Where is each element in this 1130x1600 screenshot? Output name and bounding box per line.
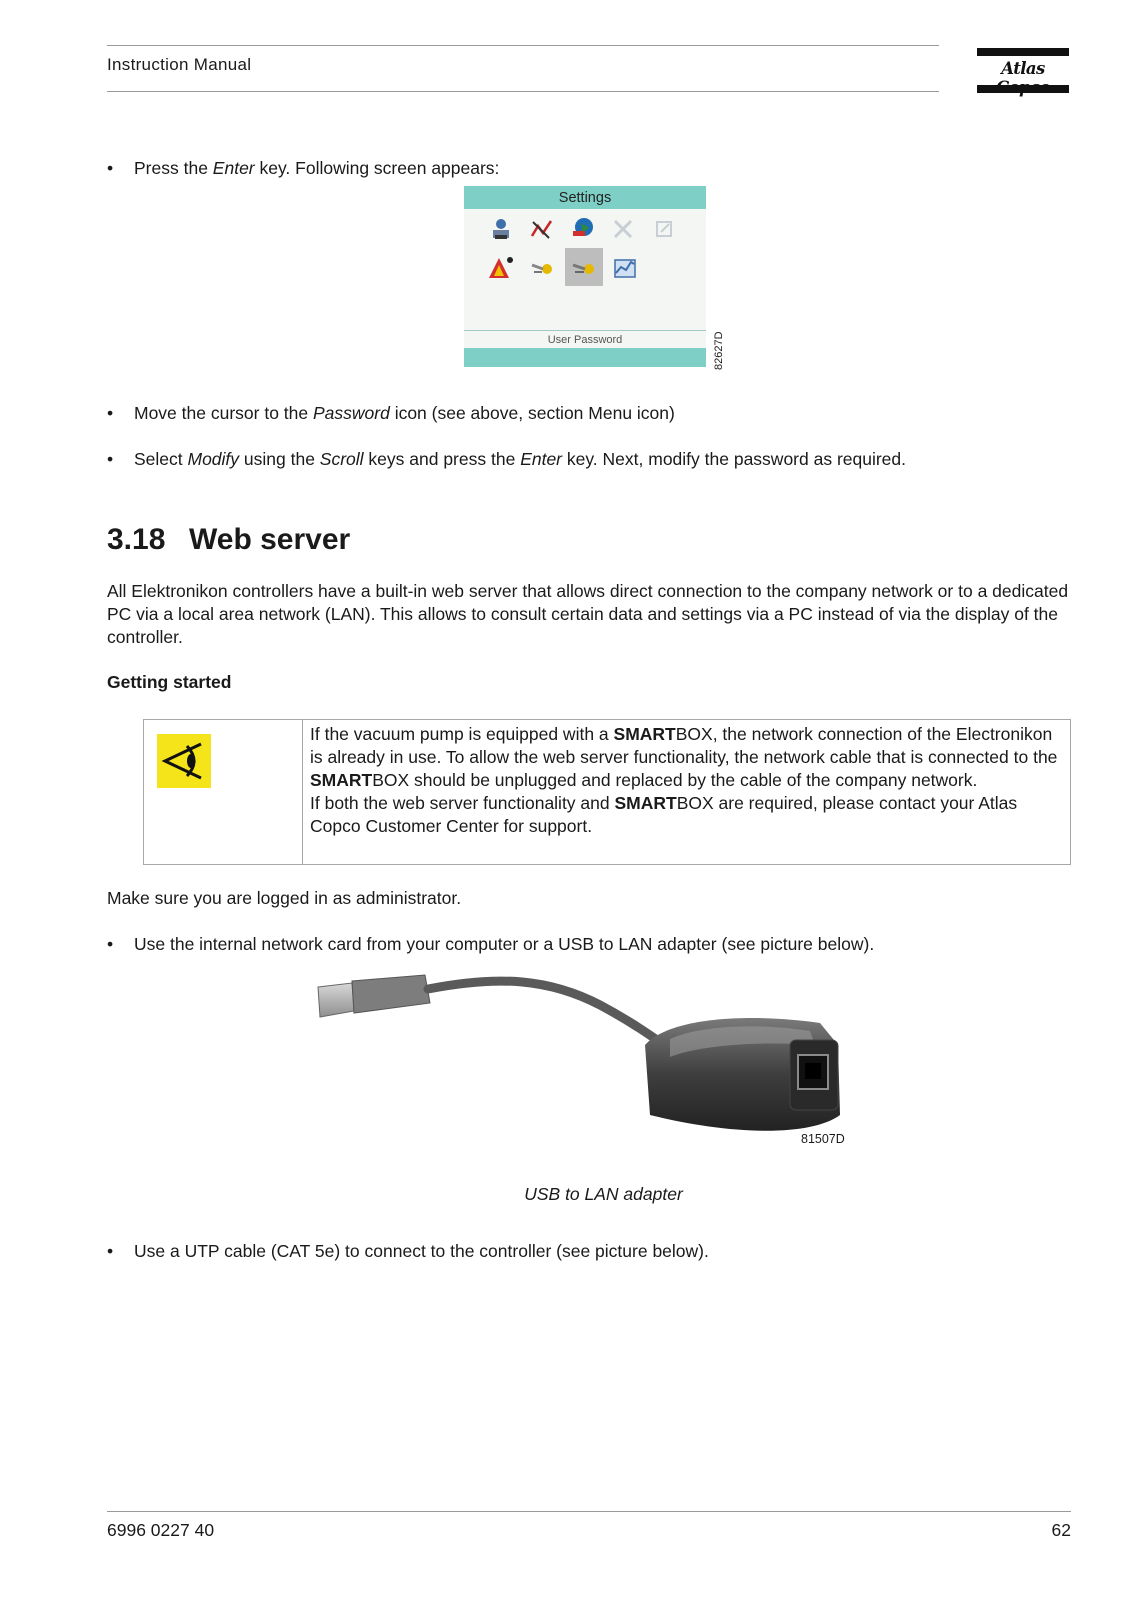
logo-wordmark: Atlas	[1001, 59, 1045, 78]
header-top-rule	[107, 45, 939, 46]
selected-item-label: User Password	[547, 334, 623, 346]
graph-icon	[529, 216, 555, 242]
document-number: 6996 0227 40	[107, 1520, 215, 1540]
bullet-dot: •	[107, 158, 114, 178]
eye-warning-icon	[157, 734, 211, 788]
section-heading	[107, 523, 350, 557]
bullet-dot: •	[107, 934, 114, 954]
admin-note: Make sure you are logged in as administrator.	[107, 888, 462, 908]
subheading-getting-started: Getting started	[107, 672, 232, 692]
page-number: 62	[1051, 1520, 1071, 1540]
usb-plug	[318, 975, 430, 1017]
globe-icon	[570, 215, 596, 241]
note-divider	[302, 720, 303, 864]
section-number: 3.18	[107, 523, 166, 556]
note-table	[143, 719, 1071, 865]
key-icon	[529, 255, 555, 281]
warning-icon	[488, 255, 514, 281]
note-paragraph-2: If both the web server functionality and SMARTBOX are required, please contact your Atlas Copco Customer Center for support.	[310, 793, 1018, 836]
bullet-dot: •	[107, 449, 114, 469]
ethernet-port	[798, 1055, 828, 1089]
settings-title: Settings	[464, 186, 706, 209]
atlas-copco-logo	[977, 48, 1069, 93]
label-divider	[464, 330, 706, 331]
usb-lan-adapter-photo	[310, 965, 870, 1155]
header-bottom-rule	[107, 91, 939, 92]
bullet-dot: •	[107, 403, 114, 423]
cable	[428, 981, 670, 1049]
footer-rule	[107, 1511, 1071, 1512]
note-text	[310, 723, 1065, 838]
section-title: Web server	[189, 523, 351, 556]
figure-id-adapter: 81507D	[801, 1132, 845, 1146]
trend-icon	[612, 255, 638, 281]
tools-icon	[610, 216, 636, 242]
status-bar	[464, 348, 706, 367]
section-intro: All Elektronikon controllers have a built-in web server that allows direct connection to the company network or to a dedicated PC via a local area network (LAN). This allows to consult certain data and settings via a PC instead of via the display of the controller.	[107, 581, 1069, 647]
note-paragraph-1: If the vacuum pump is equipped with a SMARTBOX, the network connection of the Electronikon is already in use. To allow the web server functionality, the network cable that is connected to the SMARTBOX should be unplugged and replaced by the cable of the company network.	[310, 724, 1058, 790]
bullet-dot: •	[107, 1241, 114, 1261]
password-key-icon	[571, 255, 597, 281]
settings-screen-figure	[464, 186, 706, 367]
figure-id-settings: 82627D	[713, 331, 725, 370]
service-icon	[488, 216, 514, 242]
export-icon	[651, 216, 677, 242]
header-title: Instruction Manual	[107, 55, 252, 74]
figure-caption: USB to LAN adapter	[524, 1184, 683, 1204]
